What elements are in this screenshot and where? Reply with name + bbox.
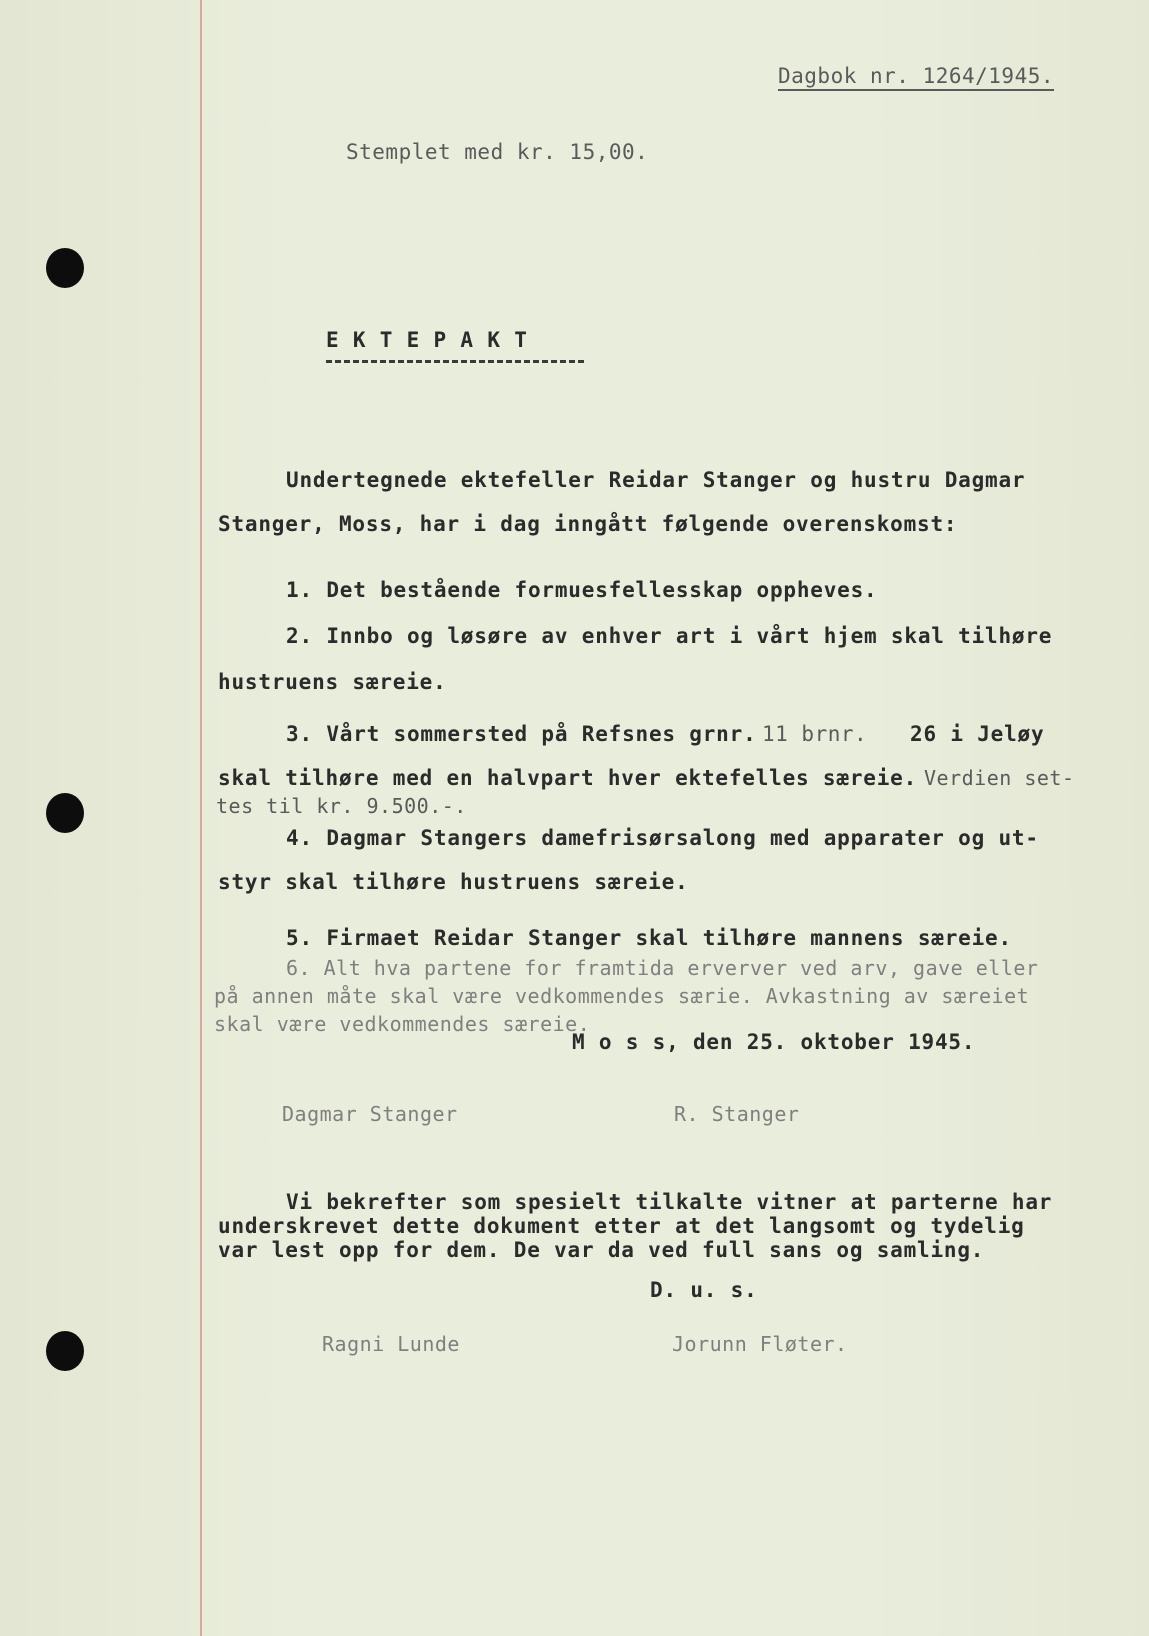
punch-hole bbox=[46, 1331, 84, 1371]
clause-4-line-1: 4. Dagmar Stangers damefrisørsalong med apparater og ut- bbox=[286, 826, 1039, 850]
intro-line-2: Stanger, Moss, har i dag inngått følgende overenskomst: bbox=[218, 512, 958, 536]
signature-right: R. Stanger bbox=[674, 1102, 800, 1126]
witness-signature-left: Ragni Lunde bbox=[322, 1332, 460, 1356]
intro-line-1: Undertegnede ektefeller Reidar Stanger og hustru Dagmar bbox=[286, 468, 1026, 492]
margin-rule bbox=[200, 0, 202, 1636]
clause-3-line-2: skal tilhøre med en halvpart hver ektefelles særeie. bbox=[218, 766, 918, 790]
place-date: M o s s, den 25. oktober 1945. bbox=[572, 1030, 976, 1054]
clause-6-line-3: skal være vedkommendes særeie. bbox=[214, 1012, 591, 1036]
witness-line-2: underskrevet dette dokument etter at det langsomt og tydelig bbox=[218, 1214, 1025, 1238]
punch-hole bbox=[46, 793, 84, 833]
clause-3-line-3: tes til kr. 9.500.-. bbox=[216, 794, 467, 818]
diary-number: Dagbok nr. 1264/1945. bbox=[778, 64, 1055, 88]
punch-hole bbox=[46, 248, 84, 288]
clause-2-line-1: 2. Innbo og løsøre av enhver art i vårt hjem skal tilhøre bbox=[286, 624, 1053, 648]
document-title: E K T E P A K T bbox=[326, 328, 528, 352]
clause-3-gnr: 11 brnr. bbox=[762, 722, 868, 746]
clause-3-typed-addition: Verdien set- bbox=[924, 766, 1075, 790]
clause-2-line-2: hustruens særeie. bbox=[218, 670, 447, 694]
clause-5: 5. Firmaet Reidar Stanger skal tilhøre mannens særeie. bbox=[286, 926, 1012, 950]
clause-6-line-2: på annen måte skal være vedkommendes særie. Avkastning av særeiet bbox=[214, 984, 1030, 1008]
clause-3-line-1: 3. Vårt sommersted på Refsnes grnr. bbox=[286, 722, 757, 746]
clause-3-bnr: 26 i Jeløy bbox=[910, 722, 1045, 746]
witness-line-1: Vi bekrefter som spesielt tilkalte vitner at parterne har bbox=[286, 1190, 1053, 1214]
witness-line-3: var lest opp for dem. De var da ved full sans og samling. bbox=[218, 1238, 985, 1262]
signature-left: Dagmar Stanger bbox=[282, 1102, 458, 1126]
stamp-note: Stemplet med kr. 15,00. bbox=[346, 140, 649, 164]
clause-6-line-1: 6. Alt hva partene for framtida erverver ved arv, gave eller bbox=[286, 956, 1039, 980]
title-underline bbox=[326, 360, 584, 363]
closing-abbrev: D. u. s. bbox=[650, 1278, 758, 1302]
clause-1: 1. Det bestående formuesfellesskap oppheves. bbox=[286, 578, 878, 602]
clause-4-line-2: styr skal tilhøre hustruens særeie. bbox=[218, 870, 689, 894]
witness-signature-right: Jorunn Fløter. bbox=[672, 1332, 848, 1356]
